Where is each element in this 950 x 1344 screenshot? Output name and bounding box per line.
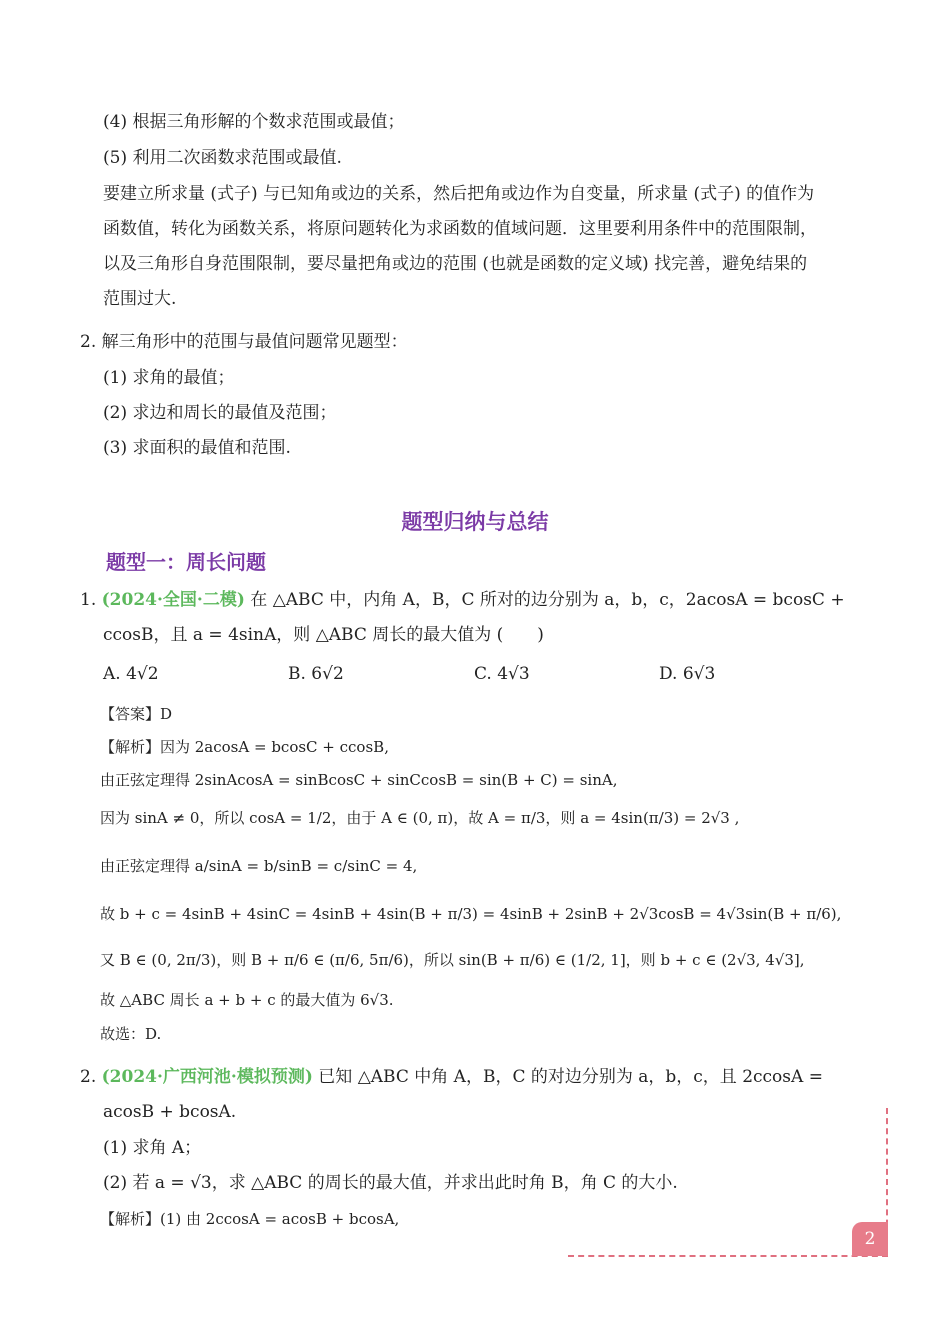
- intro-paragraph-line-3: 以及三角形自身范围限制，要尽量把角或边的范围 (也就是函数的定义域) 找完善，避免结果的: [103, 254, 808, 274]
- q1-number: 1.: [80, 590, 97, 610]
- q2-number: 2.: [80, 1067, 97, 1087]
- intro-paragraph-line-1: 要建立所求量 (式子) 与已知角或边的关系，然后把角或边作为自变量，所求量 (式子) 的值作为: [103, 184, 815, 204]
- intro-paragraph-line-2: 函数值，转化为函数关系，将原问题转化为求函数的值域问题．这里要利用条件中的范围限制，: [103, 219, 817, 239]
- q2-part-1: (1) 求角 A；: [103, 1138, 202, 1158]
- q1-choice-c: C. 4√3: [474, 664, 530, 684]
- q1-choice-a: A. 4√2: [103, 664, 159, 684]
- q1-solution-line-1: 【解析】因为 2acosA = bcosC + ccosB,: [100, 738, 389, 756]
- q2-source: (2024·广西河池·模拟预测): [101, 1067, 313, 1087]
- q1-source: (2024·全国·二模): [101, 590, 245, 610]
- q1-solution-line-5: 故 b + c = 4sinB + 4sinC = 4sinB + 4sin(B + π/3) = 4sinB + 2sinB + 2√3cosB = 4√3sin(B + π/6),: [100, 905, 842, 923]
- page-corner-dash-horizontal: [568, 1255, 888, 1257]
- q1-choice-b: B. 6√2: [288, 664, 344, 684]
- section-2-item-1: (1) 求角的最值；: [103, 368, 235, 388]
- page-number: 2: [852, 1222, 888, 1256]
- section-2-title: 2. 解三角形中的范围与最值问题常见题型：: [80, 332, 408, 352]
- q1-solution-line-8: 故选：D.: [100, 1025, 162, 1043]
- q1-solution-line-3: 因为 sinA ≠ 0，所以 cosA = 1/2，由于 A ∈ (0, π)，故 A = π/3，则 a = 4sin(π/3) = 2√3 ,: [100, 809, 740, 827]
- q1-stem-line-1: [80, 586, 845, 614]
- intro-paragraph-line-4: 范围过大.: [103, 289, 177, 309]
- q1-stem-text-1: 在 △ABC 中，内角 A，B，C 所对的边分别为 a，b，c，2acosA = bcosC +: [244, 590, 845, 610]
- q1-answer: 【答案】D: [100, 705, 173, 723]
- section-2-item-3: (3) 求面积的最值和范围.: [103, 438, 291, 458]
- q1-stem-line-2: ccosB，且 a = 4sinA，则 △ABC 周长的最大值为 ( ): [103, 625, 544, 645]
- q2-part-2: (2) 若 a = √3，求 △ABC 的周长的最大值，并求出此时角 B，角 C 的大小.: [103, 1173, 678, 1193]
- q1-solution-line-6: 又 B ∈ (0, 2π/3)，则 B + π/6 ∈ (π/6, 5π/6)，所以 sin(B + π/6) ∈ (1/2, 1]，则 b + c ∈ (2√3, 4√3],: [100, 951, 805, 969]
- q2-stem-text-1: 已知 △ABC 中角 A，B，C 的对边分别为 a，b，c，且 2ccosA =: [312, 1067, 823, 1087]
- q2-stem-line-1: [80, 1063, 823, 1091]
- type-one-heading: 题型一：周长问题: [106, 550, 266, 574]
- q2-stem-line-2: acosB + bcosA.: [103, 1102, 237, 1122]
- summary-heading: 题型归纳与总结: [401, 510, 549, 534]
- section-2-item-2: (2) 求边和周长的最值及范围；: [103, 403, 337, 423]
- q1-solution-line-2: 由正弦定理得 2sinAcosA = sinBcosC + sinCcosB = sin(B + C) = sinA,: [100, 771, 618, 789]
- intro-item-4: (4) 根据三角形解的个数求范围或最值；: [103, 112, 405, 132]
- q1-choice-d: D. 6√3: [659, 664, 716, 684]
- intro-item-5: (5) 利用二次函数求范围或最值.: [103, 148, 342, 168]
- q1-solution-line-7: 故 △ABC 周长 a + b + c 的最大值为 6√3.: [100, 991, 394, 1009]
- q1-solution-line-4: 由正弦定理得 a/sinA = b/sinB = c/sinC = 4,: [100, 857, 418, 875]
- q2-solution-line-1: 【解析】(1) 由 2ccosA = acosB + bcosA,: [100, 1210, 400, 1228]
